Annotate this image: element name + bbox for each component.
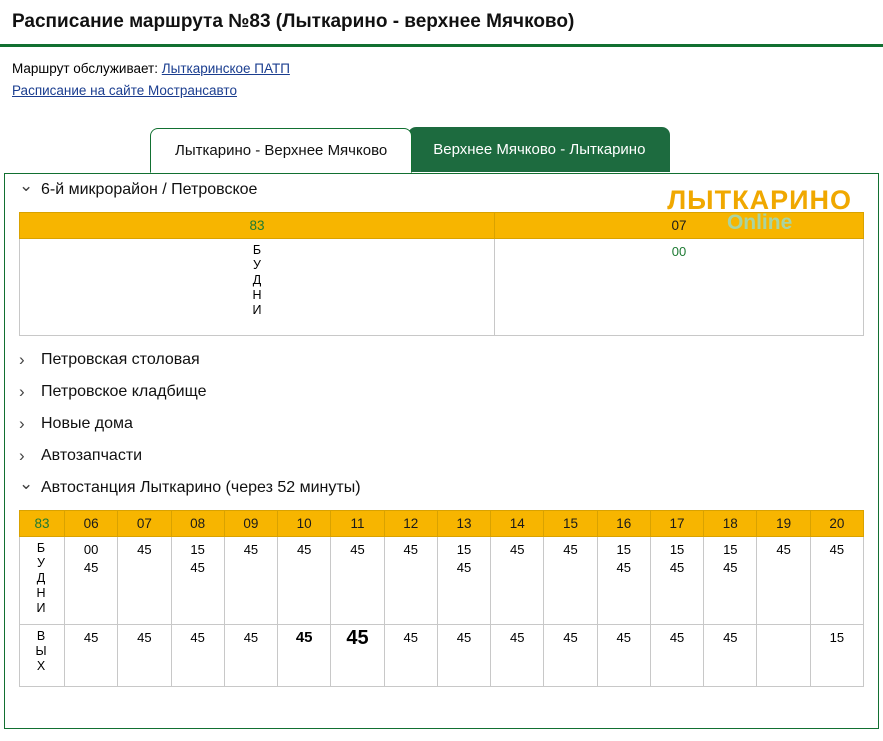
daytype-letter: И bbox=[252, 303, 262, 317]
daytype-letter: И bbox=[36, 601, 46, 615]
watermark-line2: Online bbox=[726, 211, 793, 234]
daytype-letter: У bbox=[37, 556, 45, 570]
minute-value: 15 bbox=[190, 542, 205, 557]
minutes-cell bbox=[597, 537, 650, 625]
daytype-letter: Н bbox=[36, 586, 46, 600]
daytype-letter: У bbox=[253, 258, 261, 272]
stop-item-0[interactable] bbox=[5, 174, 878, 206]
minutes-cell bbox=[650, 625, 703, 687]
minute-value: 45 bbox=[723, 630, 738, 645]
minutes-cell bbox=[384, 625, 437, 687]
minute-value: 45 bbox=[776, 542, 791, 557]
minute-value: 00 bbox=[671, 244, 687, 259]
hour-header-08: 08 bbox=[171, 511, 224, 537]
hour-header-10: 10 bbox=[278, 511, 331, 537]
minutes-cell bbox=[491, 537, 544, 625]
minutes-cell bbox=[278, 537, 331, 625]
stop-item-1[interactable] bbox=[5, 344, 878, 376]
minute-value: 45 bbox=[346, 627, 369, 649]
minute-value: 45 bbox=[723, 560, 738, 575]
minutes-cell bbox=[544, 625, 597, 687]
mostransavto-site-link[interactable]: Расписание на сайте Мострансавто bbox=[12, 83, 237, 98]
minutes-cell bbox=[224, 537, 277, 625]
daytype-letter: Б bbox=[36, 541, 46, 555]
minutes-cell bbox=[65, 625, 118, 687]
minute-value: 15 bbox=[616, 542, 632, 557]
chevron-right-icon bbox=[19, 350, 35, 370]
minutes-cell bbox=[597, 625, 650, 687]
daytype-letter: Н bbox=[252, 288, 262, 302]
minutes-cell bbox=[810, 537, 863, 625]
page-header bbox=[0, 0, 883, 47]
minute-value: 45 bbox=[137, 542, 152, 557]
minutes-cell bbox=[757, 625, 810, 687]
minutes-cell bbox=[810, 625, 863, 687]
hour-header-15: 15 bbox=[544, 511, 597, 537]
minute-value: 15 bbox=[829, 630, 845, 645]
minute-value: 45 bbox=[296, 542, 312, 557]
minutes-cell bbox=[278, 625, 331, 687]
tab-lytkarino-myachkovo[interactable]: Лыткарино - Верхнее Мячково bbox=[150, 128, 412, 173]
stop-item-5[interactable] bbox=[5, 472, 878, 504]
minute-value: 45 bbox=[403, 542, 418, 557]
direction-tabs bbox=[0, 127, 883, 173]
stop-label-1: Петровская столовая bbox=[41, 351, 200, 368]
hour-header-14: 14 bbox=[491, 511, 544, 537]
minute-value: 45 bbox=[403, 630, 418, 645]
daytype-letter: Ы bbox=[35, 644, 47, 658]
operator-row bbox=[12, 59, 871, 79]
minute-value: 45 bbox=[83, 630, 99, 645]
stop-label-3: Новые дома bbox=[41, 415, 133, 432]
minute-value: 45 bbox=[616, 630, 632, 645]
stop-item-2[interactable] bbox=[5, 376, 878, 408]
hour-header-13: 13 bbox=[437, 511, 490, 537]
chevron-right-icon bbox=[19, 446, 35, 466]
minutes-cell bbox=[757, 537, 810, 625]
minute-value: 45 bbox=[563, 630, 578, 645]
stop-label-2: Петровское кладбище bbox=[41, 383, 207, 400]
minutes-cell bbox=[65, 537, 118, 625]
hour-header-07: 07 bbox=[495, 213, 864, 239]
table-row-header bbox=[20, 511, 864, 537]
minutes-cell bbox=[437, 625, 490, 687]
chevron-right-icon bbox=[19, 382, 35, 402]
minutes-cell bbox=[171, 537, 224, 625]
daytype-cell-budni bbox=[20, 239, 495, 336]
page-title: Расписание маршрута №83 (Лыткарино - верхнее Мячково) bbox=[12, 11, 575, 32]
minute-value: 15 bbox=[723, 542, 738, 557]
route-number-cell: 83 bbox=[20, 511, 65, 537]
daytype-cell-vyh bbox=[20, 625, 65, 687]
hour-header-06: 06 bbox=[65, 511, 118, 537]
hour-header-20: 20 bbox=[810, 511, 863, 537]
stop-item-4[interactable] bbox=[5, 440, 878, 472]
hour-header-16: 16 bbox=[597, 511, 650, 537]
operator-link[interactable]: Лыткаринское ПАТП bbox=[161, 61, 290, 76]
hour-header-07: 07 bbox=[118, 511, 171, 537]
table-row-header bbox=[20, 213, 864, 239]
daytype-letter: Д bbox=[36, 571, 46, 585]
stop-label-4: Автозапчасти bbox=[41, 447, 143, 464]
hour-header-09: 09 bbox=[224, 511, 277, 537]
route-info bbox=[0, 47, 883, 101]
daytype-letter: Д bbox=[252, 273, 262, 287]
chevron-down-icon bbox=[19, 478, 35, 498]
minutes-cell bbox=[491, 625, 544, 687]
minutes-cell bbox=[171, 625, 224, 687]
minute-value: 15 bbox=[669, 542, 685, 557]
minute-value: 45 bbox=[350, 542, 365, 557]
minutes-cell bbox=[650, 537, 703, 625]
minute-value: 00 bbox=[83, 542, 99, 557]
minute-value: 45 bbox=[243, 542, 259, 557]
minute-value: 45 bbox=[669, 630, 685, 645]
minute-value: 45 bbox=[616, 560, 632, 575]
minute-value: 45 bbox=[456, 630, 472, 645]
stop-label-5: Автостанция Лыткарино (через 52 минуты) bbox=[41, 479, 361, 496]
minute-value: 45 bbox=[295, 629, 313, 646]
site-row bbox=[12, 81, 871, 101]
stop-item-3[interactable] bbox=[5, 408, 878, 440]
chevron-down-icon bbox=[19, 180, 35, 200]
stop-label-0: 6-й микрорайон / Петровское bbox=[41, 181, 258, 198]
minute-value: 45 bbox=[510, 542, 525, 557]
minutes-cell bbox=[331, 537, 384, 625]
minute-value: 45 bbox=[190, 630, 205, 645]
minute-value: 15 bbox=[456, 542, 472, 557]
schedule-table-bottom bbox=[19, 510, 864, 687]
minutes-cell bbox=[437, 537, 490, 625]
minutes-cell bbox=[118, 537, 171, 625]
hour-header-19: 19 bbox=[757, 511, 810, 537]
hour-header-17: 17 bbox=[650, 511, 703, 537]
hour-header-12: 12 bbox=[384, 511, 437, 537]
watermark-line1: ЛЫТКАРИНО bbox=[667, 185, 852, 215]
minutes-cell bbox=[704, 537, 757, 625]
minute-value: 45 bbox=[137, 630, 152, 645]
minute-value: 45 bbox=[563, 542, 578, 557]
daytype-cell-budni bbox=[20, 537, 65, 625]
minute-value: 45 bbox=[669, 560, 685, 575]
schedule-panel bbox=[4, 173, 879, 729]
minutes-cell bbox=[704, 625, 757, 687]
minute-value: 45 bbox=[829, 542, 845, 557]
table-row bbox=[20, 239, 864, 336]
minute-value: 45 bbox=[83, 560, 99, 575]
minute-value: 45 bbox=[510, 630, 525, 645]
minutes-cell bbox=[384, 537, 437, 625]
minute-value: 45 bbox=[243, 630, 259, 645]
minute-value: 45 bbox=[190, 560, 205, 575]
table-row bbox=[20, 537, 864, 625]
minutes-cell bbox=[331, 625, 384, 687]
minute-value: 45 bbox=[456, 560, 472, 575]
daytype-letter: Б bbox=[252, 243, 262, 257]
minutes-cell bbox=[495, 239, 864, 336]
minutes-cell bbox=[118, 625, 171, 687]
tab-myachkovo-lytkarino[interactable]: Верхнее Мячково - Лыткарино bbox=[408, 127, 670, 172]
operator-label: Маршрут обслуживает: bbox=[12, 61, 158, 76]
table-row bbox=[20, 625, 864, 687]
minutes-cell bbox=[544, 537, 597, 625]
daytype-letter: В bbox=[36, 629, 46, 643]
chevron-right-icon bbox=[19, 414, 35, 434]
schedule-table-top bbox=[19, 212, 864, 336]
hour-header-11: 11 bbox=[331, 511, 384, 537]
daytype-letter: Х bbox=[36, 659, 46, 673]
hour-header-18: 18 bbox=[704, 511, 757, 537]
minutes-cell bbox=[224, 625, 277, 687]
route-number-cell: 83 bbox=[20, 213, 495, 239]
